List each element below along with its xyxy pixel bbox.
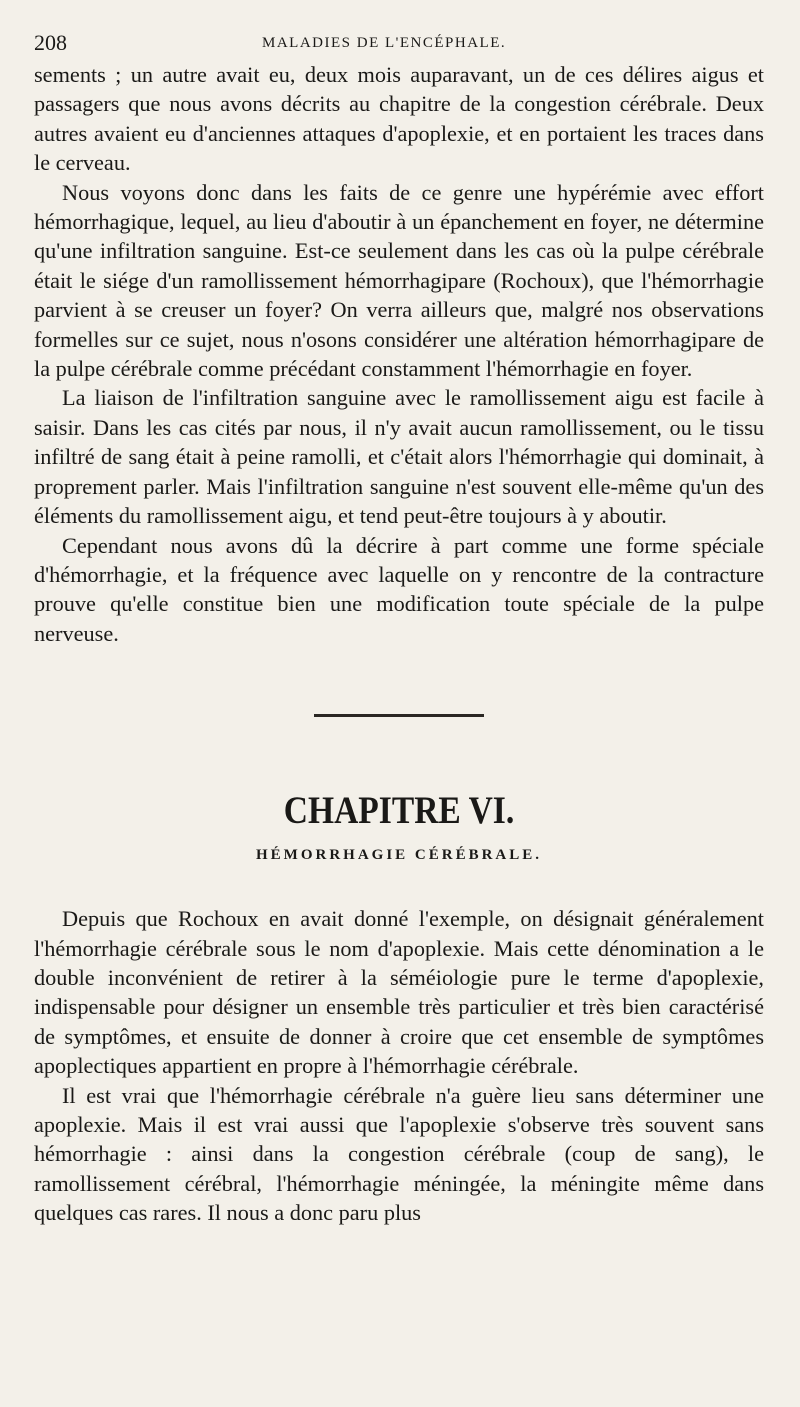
paragraph: sements ; un autre avait eu, deux mois auparavant, un de ces délires aigus et passagers que nous avons décrits au chapitre de la congestion cérébrale. Deux autres avaient eu d'anciennes attaques d'apoplexie, et en portaient les traces dans le cerveau. [34, 62, 764, 176]
chapter-subtitle: HÉMORRHAGIE CÉRÉBRALE. [255, 847, 543, 864]
chapter-title: CHAPITRE VI. [283, 789, 515, 833]
paragraph: Cependant nous avons dû la décrire à part comme une forme spéciale d'hémorrhagie, et la fréquence avec laquelle on y rencontre de la contracture prouve qu'elle constitue bien une modification toute spéciale de la pulpe nerveuse. [34, 532, 764, 646]
running-title: MALADIES DE L'ENCÉPHALE. [262, 35, 507, 51]
paragraph: Nous voyons donc dans les faits de ce genre une hypérémie avec effort hémorrhagique, lequel, au lieu d'aboutir à un épanchement en foyer, ne détermine qu'une infiltration sanguine. Est-ce seulement dans les cas où la pulpe cérébrale était le siége d'un ramollissement hémorrhagipare (Rochoux), que l'hémorrhagie parvient à se creuser un foyer? On verra ailleurs que, malgré nos observations formelles sur ce sujet, nous n'osons considérer une altération hémorrhagipare de la pulpe cérébrale comme précédant constamment l'hémorrhagie en foyer. [34, 179, 764, 382]
running-head [34, 30, 764, 60]
paragraph: Depuis que Rochoux en avait donné l'exemple, on désignait généralement l'hémorrhagie cérébrale sous le nom d'apoplexie. Mais cette dénomination a le double inconvénient de retirer à la séméiologie pure le terme d'apoplexie, indispensable pour désigner un ensemble très particulier et très bien caractérisé de symptômes, et ensuite de donner à croire que cet ensemble de symptômes apoplectiques appartient en propre à l'hémorrhagie cérébrale. [34, 906, 764, 1079]
section-one [34, 60, 764, 648]
page-number: 208 [34, 30, 67, 55]
book-page [34, 30, 764, 1228]
section-two [34, 904, 764, 1227]
paragraph: Il est vrai que l'hémorrhagie cérébrale n'a guère lieu sans déterminer une apoplexie. Mais il est vrai aussi que l'apoplexie s'observe très souvent sans hémorrhagie : ainsi dans la congestion cérébrale (coup de sang), le ramollissement cérébral, l'hémorrhagie méningée, la méningite même dans quelques cas rares. Il nous a donc paru plus [34, 1082, 764, 1226]
paragraph: La liaison de l'infiltration sanguine avec le ramollissement aigu est facile à saisir. Dans les cas cités par nous, il n'y avait aucun ramollissement, ou le tissu infiltré de sang était à peine ramolli, et c'était alors l'hémorrhagie qui dominait, à proprement parler. Mais l'infiltration sanguine n'est souvent elle-même qu'un des éléments du ramollissement aigu, et tend peut-être toujours à y aboutir. [34, 385, 764, 529]
section-divider-rule [314, 714, 484, 717]
